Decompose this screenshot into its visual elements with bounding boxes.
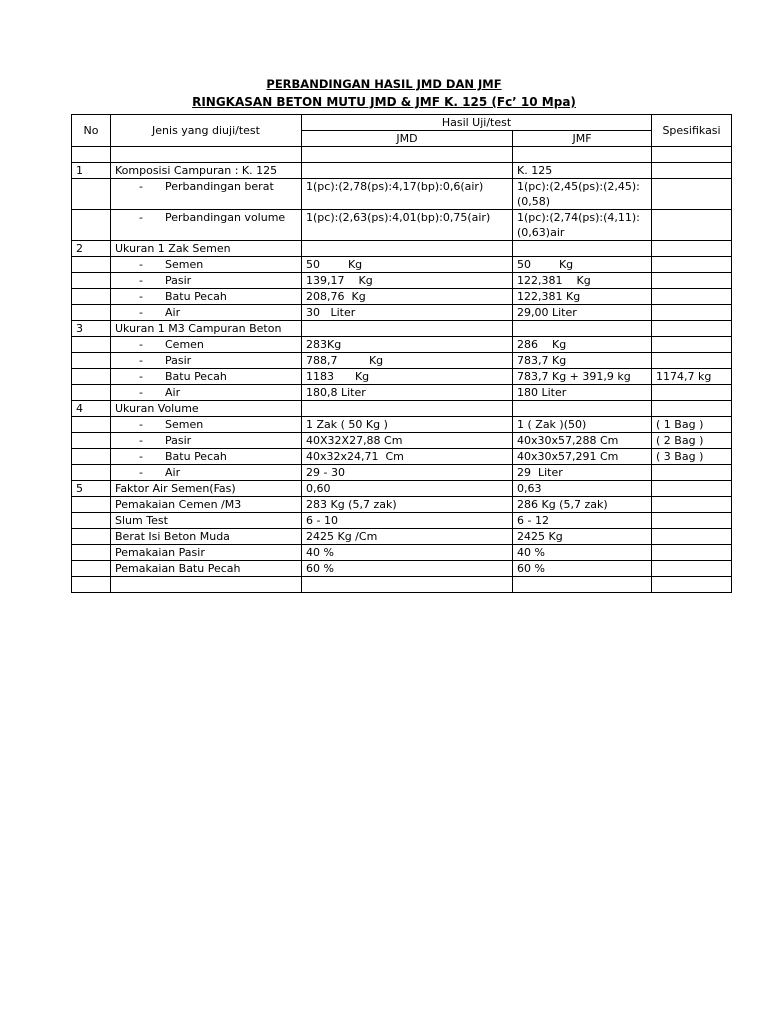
cell-jmf: 286 Kg [513, 337, 652, 353]
cell-jmd: 180,8 Liter [302, 385, 513, 401]
header-jmd: JMD [302, 131, 513, 147]
table-body [72, 147, 732, 593]
cell-no [72, 529, 111, 545]
bullet-dash: - [139, 274, 143, 287]
cell-spec [652, 289, 732, 305]
cell-jmd [302, 163, 513, 179]
bullet-dash: - [139, 211, 143, 224]
table-row [72, 481, 732, 497]
header-hasil: Hasil Uji/test [302, 115, 652, 131]
cell-jmd [302, 147, 513, 163]
cell-jenis [111, 257, 302, 273]
cell-jenis: Berat Isi Beton Muda [111, 529, 302, 545]
cell-no [72, 513, 111, 529]
cell-no [72, 147, 111, 163]
cell-jmd: 29 - 30 [302, 465, 513, 481]
cell-jmf: 286 Kg (5,7 zak) [513, 497, 652, 513]
cell-spec [652, 529, 732, 545]
cell-spec [652, 305, 732, 321]
cell-jmf: 180 Liter [513, 385, 652, 401]
cell-jenis [111, 417, 302, 433]
cell-jmd: 40x32x24,71 Cm [302, 449, 513, 465]
bullet-dash: - [139, 434, 143, 447]
cell-no [72, 337, 111, 353]
cell-no [72, 210, 111, 241]
cell-jmd: 0,60 [302, 481, 513, 497]
header-jmf: JMF [513, 131, 652, 147]
cell-jenis-label: Semen [165, 258, 204, 271]
cell-jmd: 283 Kg (5,7 zak) [302, 497, 513, 513]
table-row [72, 273, 732, 289]
cell-spec [652, 481, 732, 497]
table-row [72, 561, 732, 577]
cell-jmf: 1 ( Zak )(50) [513, 417, 652, 433]
cell-jenis-label: Batu Pecah [165, 450, 227, 463]
cell-no: 4 [72, 401, 111, 417]
cell-jenis [111, 433, 302, 449]
cell-jenis-label: Batu Pecah [165, 370, 227, 383]
table-row [72, 401, 732, 417]
cell-jenis: Ukuran 1 M3 Campuran Beton [111, 321, 302, 337]
cell-no [72, 465, 111, 481]
cell-jmd: 1(pc):(2,78(ps):4,17(bp):0,6(air) [302, 179, 513, 210]
cell-spec [652, 561, 732, 577]
cell-jenis [111, 465, 302, 481]
cell-spec [652, 385, 732, 401]
cell-spec [652, 179, 732, 210]
cell-jmd: 50 Kg [302, 257, 513, 273]
cell-jmd: 139,17 Kg [302, 273, 513, 289]
cell-jmd: 40 % [302, 545, 513, 561]
cell-jenis [111, 385, 302, 401]
cell-no [72, 305, 111, 321]
cell-no: 3 [72, 321, 111, 337]
bullet-dash: - [139, 338, 143, 351]
cell-no [72, 497, 111, 513]
cell-spec [652, 257, 732, 273]
cell-no [72, 179, 111, 210]
cell-jmd: 788,7 Kg [302, 353, 513, 369]
cell-jmd: 1 Zak ( 50 Kg ) [302, 417, 513, 433]
cell-spec [652, 545, 732, 561]
cell-spec [652, 147, 732, 163]
cell-no [72, 561, 111, 577]
header-no: No [72, 115, 111, 147]
cell-spec [652, 497, 732, 513]
cell-jmd [302, 241, 513, 257]
cell-jenis-label: Semen [165, 418, 204, 431]
cell-jenis [111, 369, 302, 385]
cell-jenis-label: Perbandingan volume [165, 211, 286, 224]
cell-jenis [111, 289, 302, 305]
cell-spec [652, 465, 732, 481]
bullet-dash: - [139, 180, 143, 193]
cell-jenis: Faktor Air Semen(Fas) [111, 481, 302, 497]
cell-jmd: 1(pc):(2,63(ps):4,01(bp):0,75(air) [302, 210, 513, 241]
cell-jmf: 40 % [513, 545, 652, 561]
cell-jenis: Pemakaian Batu Pecah [111, 561, 302, 577]
cell-jmf: 2425 Kg [513, 529, 652, 545]
bullet-dash: - [139, 450, 143, 463]
cell-jmf [513, 577, 652, 593]
cell-jmf: 6 - 12 [513, 513, 652, 529]
table-row [72, 241, 732, 257]
table-row [72, 305, 732, 321]
cell-jenis [111, 337, 302, 353]
cell-spec: 1174,7 kg [652, 369, 732, 385]
cell-spec [652, 273, 732, 289]
table-row [72, 497, 732, 513]
cell-jenis [111, 210, 302, 241]
document-title: PERBANDINGAN HASIL JMD DAN JMF [266, 77, 502, 91]
table-row [72, 289, 732, 305]
bullet-dash: - [139, 258, 143, 271]
cell-no [72, 273, 111, 289]
cell-jmf: 29 Liter [513, 465, 652, 481]
cell-jmd: 208,76 Kg [302, 289, 513, 305]
table-row [72, 577, 732, 593]
cell-spec [652, 577, 732, 593]
cell-jenis-label: Pasir [165, 434, 192, 447]
cell-jenis [111, 147, 302, 163]
cell-jmf [513, 321, 652, 337]
cell-jmf: 29,00 Liter [513, 305, 652, 321]
cell-jmf: 1(pc):(2,45(ps):(2,45):(0,58) [513, 179, 652, 210]
cell-jenis: Slum Test [111, 513, 302, 529]
table-row [72, 321, 732, 337]
cell-no [72, 369, 111, 385]
table-row [72, 147, 732, 163]
comparison-table [71, 114, 732, 593]
bullet-dash: - [139, 290, 143, 303]
cell-jmd: 30 Liter [302, 305, 513, 321]
bullet-dash: - [139, 418, 143, 431]
cell-jmf: K. 125 [513, 163, 652, 179]
header-spesifikasi: Spesifikasi [652, 115, 732, 147]
bullet-dash: - [139, 466, 143, 479]
cell-spec [652, 163, 732, 179]
cell-jenis: Ukuran 1 Zak Semen [111, 241, 302, 257]
bullet-dash: - [139, 306, 143, 319]
cell-no: 1 [72, 163, 111, 179]
table-row [72, 179, 732, 210]
cell-no: 2 [72, 241, 111, 257]
cell-jmf [513, 401, 652, 417]
cell-jenis-label: Perbandingan berat [165, 180, 274, 193]
header-jenis: Jenis yang diuji/test [111, 115, 302, 147]
table-row [72, 353, 732, 369]
cell-jmf [513, 147, 652, 163]
cell-no [72, 289, 111, 305]
cell-jmd [302, 577, 513, 593]
table-row [72, 369, 732, 385]
cell-no [72, 577, 111, 593]
cell-no [72, 433, 111, 449]
cell-jenis [111, 305, 302, 321]
cell-no: 5 [72, 481, 111, 497]
cell-jenis: Pemakaian Cemen /M3 [111, 497, 302, 513]
bullet-dash: - [139, 370, 143, 383]
cell-jenis-label: Pasir [165, 274, 192, 287]
cell-spec [652, 321, 732, 337]
cell-jenis-label: Batu Pecah [165, 290, 227, 303]
table-row [72, 449, 732, 465]
cell-jmd: 2425 Kg /Cm [302, 529, 513, 545]
bullet-dash: - [139, 354, 143, 367]
cell-no [72, 449, 111, 465]
table-row [72, 433, 732, 449]
table-row [72, 385, 732, 401]
cell-jmf: 0,63 [513, 481, 652, 497]
cell-jmf: 40x30x57,291 Cm [513, 449, 652, 465]
cell-no [72, 353, 111, 369]
cell-jenis [111, 449, 302, 465]
cell-jmf: 1(pc):(2,74(ps):(4,11):(0,63)air [513, 210, 652, 241]
cell-jmf: 60 % [513, 561, 652, 577]
cell-jmf: 40x30x57,288 Cm [513, 433, 652, 449]
bullet-dash: - [139, 386, 143, 399]
table-row [72, 545, 732, 561]
cell-jmf [513, 241, 652, 257]
cell-jenis [111, 179, 302, 210]
cell-jenis-label: Air [165, 386, 181, 399]
cell-jmd: 1183 Kg [302, 369, 513, 385]
cell-jmd: 283Kg [302, 337, 513, 353]
cell-jenis-label: Pasir [165, 354, 192, 367]
cell-jenis [111, 273, 302, 289]
cell-jmf: 783,7 Kg + 391,9 kg [513, 369, 652, 385]
document-subtitle: RINGKASAN BETON MUTU JMD & JMF K. 125 (Fc’ 10 Mpa) [192, 95, 576, 109]
table-row [72, 417, 732, 433]
cell-spec [652, 210, 732, 241]
table-row [72, 257, 732, 273]
table-row [72, 210, 732, 241]
cell-jmd [302, 401, 513, 417]
cell-no [72, 417, 111, 433]
cell-spec [652, 401, 732, 417]
cell-jenis [111, 577, 302, 593]
cell-no [72, 545, 111, 561]
cell-jmf: 122,381 Kg [513, 289, 652, 305]
cell-no [72, 385, 111, 401]
table-row [72, 529, 732, 545]
table-row [72, 513, 732, 529]
cell-jenis: Ukuran Volume [111, 401, 302, 417]
cell-jmf: 50 Kg [513, 257, 652, 273]
cell-spec [652, 353, 732, 369]
cell-spec [652, 241, 732, 257]
cell-spec [652, 337, 732, 353]
cell-jenis [111, 353, 302, 369]
cell-jenis-label: Cemen [165, 338, 204, 351]
table-row [72, 337, 732, 353]
cell-jmd: 60 % [302, 561, 513, 577]
cell-jenis-label: Air [165, 466, 181, 479]
cell-jenis-label: Air [165, 306, 181, 319]
cell-jmd: 40X32X27,88 Cm [302, 433, 513, 449]
cell-jenis: Komposisi Campuran : K. 125 [111, 163, 302, 179]
cell-spec: ( 3 Bag ) [652, 449, 732, 465]
cell-jmf: 122,381 Kg [513, 273, 652, 289]
cell-spec: ( 1 Bag ) [652, 417, 732, 433]
table-row [72, 465, 732, 481]
cell-jmd: 6 - 10 [302, 513, 513, 529]
cell-spec [652, 513, 732, 529]
cell-jenis: Pemakaian Pasir [111, 545, 302, 561]
cell-jmf: 783,7 Kg [513, 353, 652, 369]
cell-jmd [302, 321, 513, 337]
table-row [72, 163, 732, 179]
cell-no [72, 257, 111, 273]
cell-spec: ( 2 Bag ) [652, 433, 732, 449]
